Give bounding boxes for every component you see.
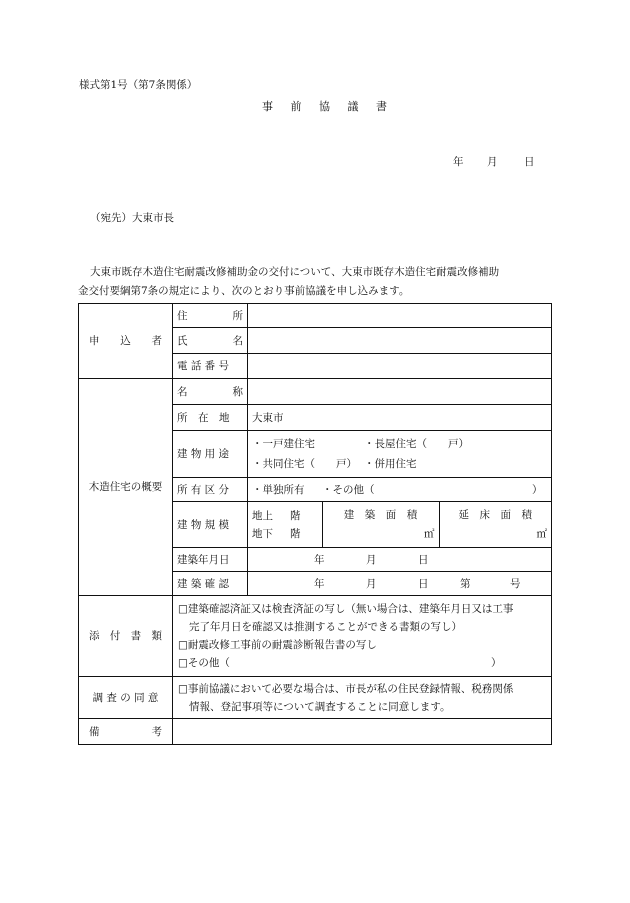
building-scale-cell: [248, 502, 552, 548]
location-label: 所 在 地: [173, 405, 248, 431]
address-field[interactable]: [248, 304, 552, 328]
attachment-item-2[interactable]: □耐震改修工事前の耐震診断報告書の写し: [178, 639, 377, 651]
use-detached-option[interactable]: ・一戸建住宅: [252, 438, 315, 450]
name-field[interactable]: [248, 328, 552, 354]
attachment-item-3[interactable]: □その他（: [178, 657, 230, 669]
building-name-label: 名 称: [173, 379, 248, 405]
ownership-label: 所 有 区 分: [173, 478, 248, 502]
attachment-item-3-close: ）: [491, 657, 502, 669]
floors-above-unit[interactable]: 階: [290, 509, 301, 522]
ownership-other-option[interactable]: ・その他（: [322, 483, 375, 496]
consent-checkbox-line[interactable]: □事前協議において必要な場合は、市長が私の住民登録情報、税務関係: [178, 682, 514, 695]
addressee: （宛先）大東市長: [90, 212, 174, 224]
name-label: 氏 名: [173, 328, 248, 354]
built-date-field[interactable]: 年 月 日: [248, 548, 552, 572]
building-area-label: 建 築 面 積: [343, 509, 418, 521]
building-scale-label: 建 物 規 模: [173, 502, 248, 548]
attachment-item-1-cont: 完了年月日を確認又は推測することができる書類の写し）: [189, 621, 462, 633]
page-title: 事 前 協 議 書: [262, 100, 394, 113]
floors-below-label: 地下: [252, 527, 273, 540]
building-use-label: 建 物 用 途: [173, 431, 248, 478]
phone-field[interactable]: [248, 354, 552, 379]
attachment-item-1[interactable]: □建築確認済証又は検査済証の写し（無い場合は、建築年月日又は工事: [178, 603, 514, 615]
building-area-cell[interactable]: [322, 502, 439, 547]
floors-below-unit[interactable]: 階: [290, 527, 301, 540]
building-confirm-field[interactable]: 年 月 日 第 号: [248, 572, 552, 596]
house-section-label: 木造住宅の概要: [79, 379, 173, 596]
building-confirm-label: 建 築 確 認: [173, 572, 248, 596]
consent-line-2: 情報、登記事項等について調査することに同意します。: [189, 700, 451, 713]
remarks-section-label: 備 考: [79, 719, 173, 745]
attachments-list: [173, 596, 552, 677]
ownership-sole-option[interactable]: ・単独所有: [252, 483, 305, 496]
intro-line-2: 金交付要綱第7条の規定により、次のとおり事前協議を申し込みます。: [78, 285, 410, 297]
intro-line-1: 大東市既存木造住宅耐震改修補助金の交付について、大東市既存木造住宅耐震改修補助: [90, 266, 500, 278]
consent-statement: [173, 677, 552, 719]
remarks-field[interactable]: [173, 719, 552, 745]
attachments-section-label: 添 付 書 類: [79, 596, 173, 677]
ownership-options: [248, 478, 552, 502]
address-label: 住 所: [173, 304, 248, 328]
form-number: 様式第1号（第7条関係）: [79, 79, 198, 91]
floor-area-cell[interactable]: [439, 502, 551, 547]
phone-label: 電 話 番 号: [173, 354, 248, 379]
use-apartment-option[interactable]: ・共同住宅（ 戸）: [252, 458, 357, 470]
floor-area-label: 延 床 面 積: [458, 509, 532, 521]
building-area-unit: ㎡: [424, 528, 435, 540]
built-date-label: 建築年月日: [173, 548, 248, 572]
building-name-field[interactable]: [248, 379, 552, 405]
consent-section-label: 調 査 の 同 意: [79, 677, 173, 719]
date-month: 月: [487, 156, 498, 168]
ownership-other-close: ）: [532, 483, 543, 496]
building-use-options: [248, 431, 552, 478]
date-year: 年: [453, 156, 464, 168]
application-form-table: [78, 303, 552, 745]
floors-above-label: 地上: [252, 509, 273, 522]
applicant-section-label: 申 込 者: [79, 304, 173, 379]
use-mixed-option[interactable]: ・併用住宅: [364, 458, 417, 470]
location-field[interactable]: 大東市: [248, 405, 552, 431]
date-day: 日: [524, 156, 535, 168]
floor-area-unit: ㎡: [536, 528, 547, 540]
use-row-house-option[interactable]: ・長屋住宅（ 戸）: [364, 438, 469, 450]
